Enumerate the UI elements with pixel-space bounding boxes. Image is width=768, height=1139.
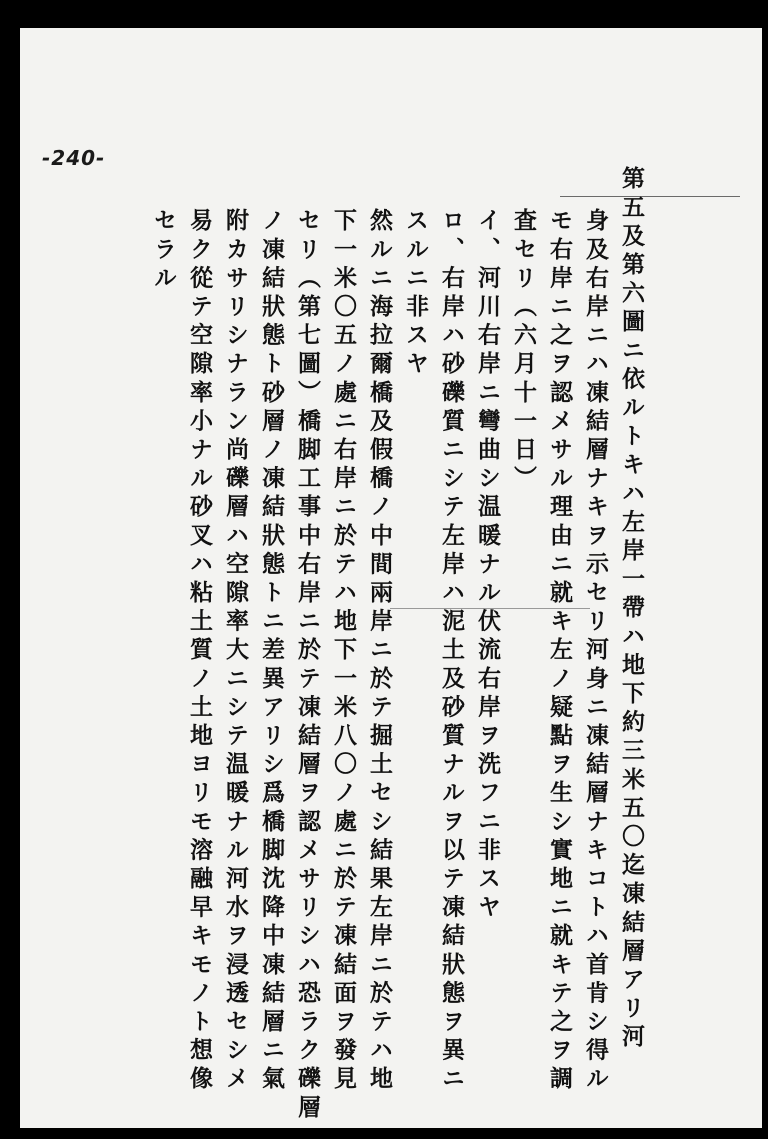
- page-number: -240-: [42, 146, 106, 170]
- text-column: 易ク從テ空隙率小ナル砂叉ハ粘土質ノ土地ヨリモ溶融早キモノト想像: [186, 208, 213, 1095]
- text-column: スルニ非スヤ: [402, 208, 429, 380]
- text-column: セリ（第七圖）橋脚工事中右岸ニ於テ凍結層ヲ認メサリシハ恐ラク礫層: [294, 208, 321, 1124]
- text-column: ノ凍結狀態ト砂層ノ凍結狀態トニ差異アリシ爲橋脚沈降中凍結層ニ氣: [258, 208, 285, 1095]
- text-column: イ、河川右岸ニ彎曲シ温暖ナル伏流右岸ヲ洗フニ非スヤ: [474, 208, 501, 923]
- text-column: 然ルニ海拉爾橋及假橋ノ中間兩岸ニ於テ掘土セシ結果左岸ニ於テハ地: [366, 208, 393, 1095]
- text-column: 査セリ（六月十一日）: [510, 208, 537, 494]
- text-column: 附カサリシナラン尚礫層ハ空隙率大ニシテ温暖ナル河水ヲ浸透セシメ: [222, 208, 249, 1095]
- text-column: 下一米〇五ノ處ニ右岸ニ於テハ地下一米八〇ノ處ニ於テ凍結面ヲ發見: [330, 208, 357, 1095]
- scan-rule-line: [560, 196, 740, 197]
- text-column: セラル: [150, 208, 177, 294]
- document-page: [20, 28, 762, 1128]
- text-column: 身及右岸ニハ凍結層ナキヲ示セリ河身ニ凍結層ナキコトハ首肯シ得ル: [582, 208, 609, 1095]
- text-column: 第五及第六圖ニ依ルトキハ左岸一帶ハ地下約三米五〇迄凍結層アリ河: [618, 166, 645, 1053]
- text-column: モ右岸ニ之ヲ認メサル理由ニ就キ左ノ疑點ヲ生シ實地ニ就キテ之ヲ調: [546, 208, 573, 1095]
- text-column: ロ、右岸ハ砂礫質ニシテ左岸ハ泥土及砂質ナルヲ以テ凍結狀態ヲ異ニ: [438, 208, 465, 1095]
